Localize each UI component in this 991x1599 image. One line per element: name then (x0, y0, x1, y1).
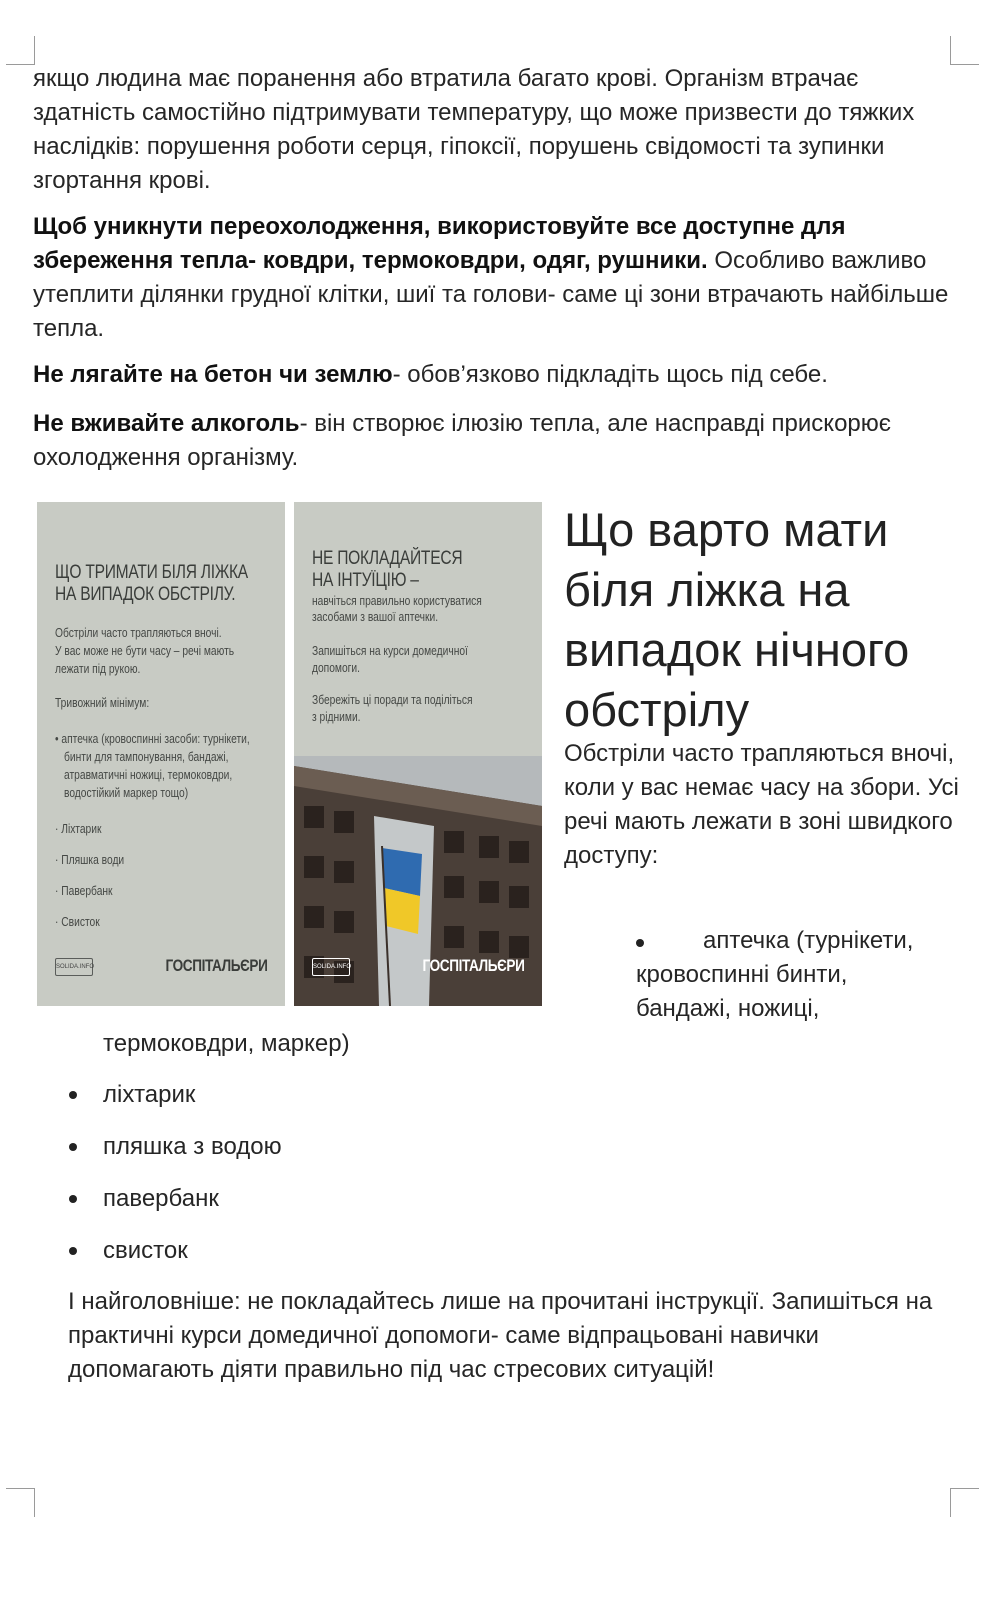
poster2-subtitle-line: засобами з вашої аптечки. (312, 610, 439, 624)
page-corner-mark (950, 1488, 979, 1517)
poster1-item: бинти для тампонування, бандажі, (64, 750, 229, 764)
warm-tip-text: Особливо важливо утеплити ділянки грудної клітки, шиї та голови- саме ці зони втрачають найбільше тепла. (33, 247, 949, 342)
poster2-title-line: НА ІНТУЇЦІЮ – (312, 570, 419, 591)
poster1-title-line: ЩО ТРИМАТИ БІЛЯ ЛІЖКА (55, 562, 248, 583)
poster1-minimum-label: Тривожний мінімум: (55, 696, 150, 710)
poster2-site-badge: SOLIDA.INFO (312, 958, 350, 976)
page-corner-mark (6, 36, 35, 65)
bullet-item-whistle: свисток (103, 1237, 188, 1264)
poster2-subtitle-line: навчіться правильно користуватися (312, 594, 482, 608)
page-corner-mark (6, 1488, 35, 1517)
bullet-item-water: пляшка з водою (103, 1133, 282, 1160)
poster1-item: атравматичні ножиці, термоковдри, (64, 768, 233, 782)
warm-tip-paragraph (33, 210, 963, 346)
bullet-dot (69, 1195, 77, 1203)
bullet-kit-line: бандажі, ножиці, (636, 995, 820, 1022)
alcohol-tip-paragraph (33, 407, 963, 475)
intro-paragraph: якщо людина має поранення або втратила багато крові. Організм втрачає здатність самостійно підтримувати температуру, що може призвести до тяжких наслідків: порушення роботи серця, гіпоксії, порушень свідомості та зупинки згортання крові. (33, 65, 915, 194)
poster1-item: водостійкий маркер тощо) (64, 786, 189, 800)
heading-line: обстрілу (564, 683, 750, 736)
bullet-dot (69, 1247, 77, 1255)
bullet-dot (636, 939, 644, 947)
ground-tip-bold: Не лягайте на бетон чи землю (33, 361, 393, 388)
poster2-text-line: з рідними. (312, 710, 361, 724)
poster1-title-line: НА ВИПАДОК ОБСТРІЛУ. (55, 584, 236, 605)
bullet-item-powerbank: павербанк (103, 1185, 219, 1212)
ground-tip-paragraph (33, 358, 963, 392)
poster1-text-line: У вас може не бути часу – речі мають (55, 644, 235, 658)
bullet-kit-line: кровоспинні бинти, (636, 961, 848, 988)
ground-tip-text: - обов’язково підкладіть щось під себе. (392, 361, 828, 388)
alcohol-tip-text: - він створює ілюзію тепла, але насправді прискорює охолодження організму. (33, 410, 892, 471)
poster1-text-line: Обстріли часто трапляються вночі. (55, 626, 222, 640)
poster1-logo: ГОСПІТАЛЬЄРИ (165, 956, 267, 975)
section-heading (564, 500, 964, 740)
bullet-kit-line: термоковдри, маркер) (103, 1030, 350, 1057)
alcohol-tip-bold: Не вживайте алкоголь (33, 410, 300, 437)
bullet-kit-line: аптечка (турнікети, (703, 927, 914, 954)
heading-line: випадок нічного (564, 623, 910, 676)
bullet-dot (69, 1091, 77, 1099)
section-intro: Обстріли часто трапляються вночі, коли у вас немає часу на збори. Усі речі мають лежати в зоні швидкого доступу: (564, 740, 959, 869)
poster1-item: · Павербанк (55, 884, 113, 898)
poster2-text-line: Збережіть ці поради та поділіться (312, 693, 473, 707)
poster-bedside-kit (37, 502, 285, 1006)
poster1-item: · Пляшка води (55, 853, 125, 867)
poster2-title-line: НЕ ПОКЛАДАЙТЕСЯ (312, 548, 463, 569)
poster2-text-line: допомоги. (312, 661, 360, 675)
heading-line: Що варто мати (564, 503, 889, 556)
poster1-item: · Ліхтарик (55, 822, 102, 836)
bullet-dot (69, 1143, 77, 1151)
final-paragraph: І найголовніше: не покладайтесь лише на прочитані інструкції. Запишіться на практичні курси домедичної допомоги- саме відпрацьовані навички допомагають діяти правильно під час стресових ситуацій! (68, 1288, 933, 1383)
heading-line: біля ліжка на (564, 563, 850, 616)
poster1-site-badge: SOLIDA.INFO (55, 958, 93, 976)
poster1-text-line: лежати під рукою. (55, 662, 141, 676)
poster1-item: • аптечка (кровоспинні засоби: турнікети, (55, 732, 250, 746)
poster-intuition (294, 502, 542, 1006)
poster1-item: · Свисток (55, 915, 100, 929)
bullet-item-flashlight: ліхтарик (103, 1081, 196, 1108)
page-corner-mark (950, 36, 979, 65)
poster2-text-line: Запишіться на курси домедичної (312, 644, 468, 658)
poster2-photo-ruined-building (294, 756, 542, 1006)
poster2-logo: ГОСПІТАЛЬЄРИ (422, 956, 524, 975)
warm-tip-bold: Щоб уникнути переохолодження, використовуйте все доступне для збереження тепла- ковдри, термоковдри, одяг, рушники. (33, 213, 846, 274)
